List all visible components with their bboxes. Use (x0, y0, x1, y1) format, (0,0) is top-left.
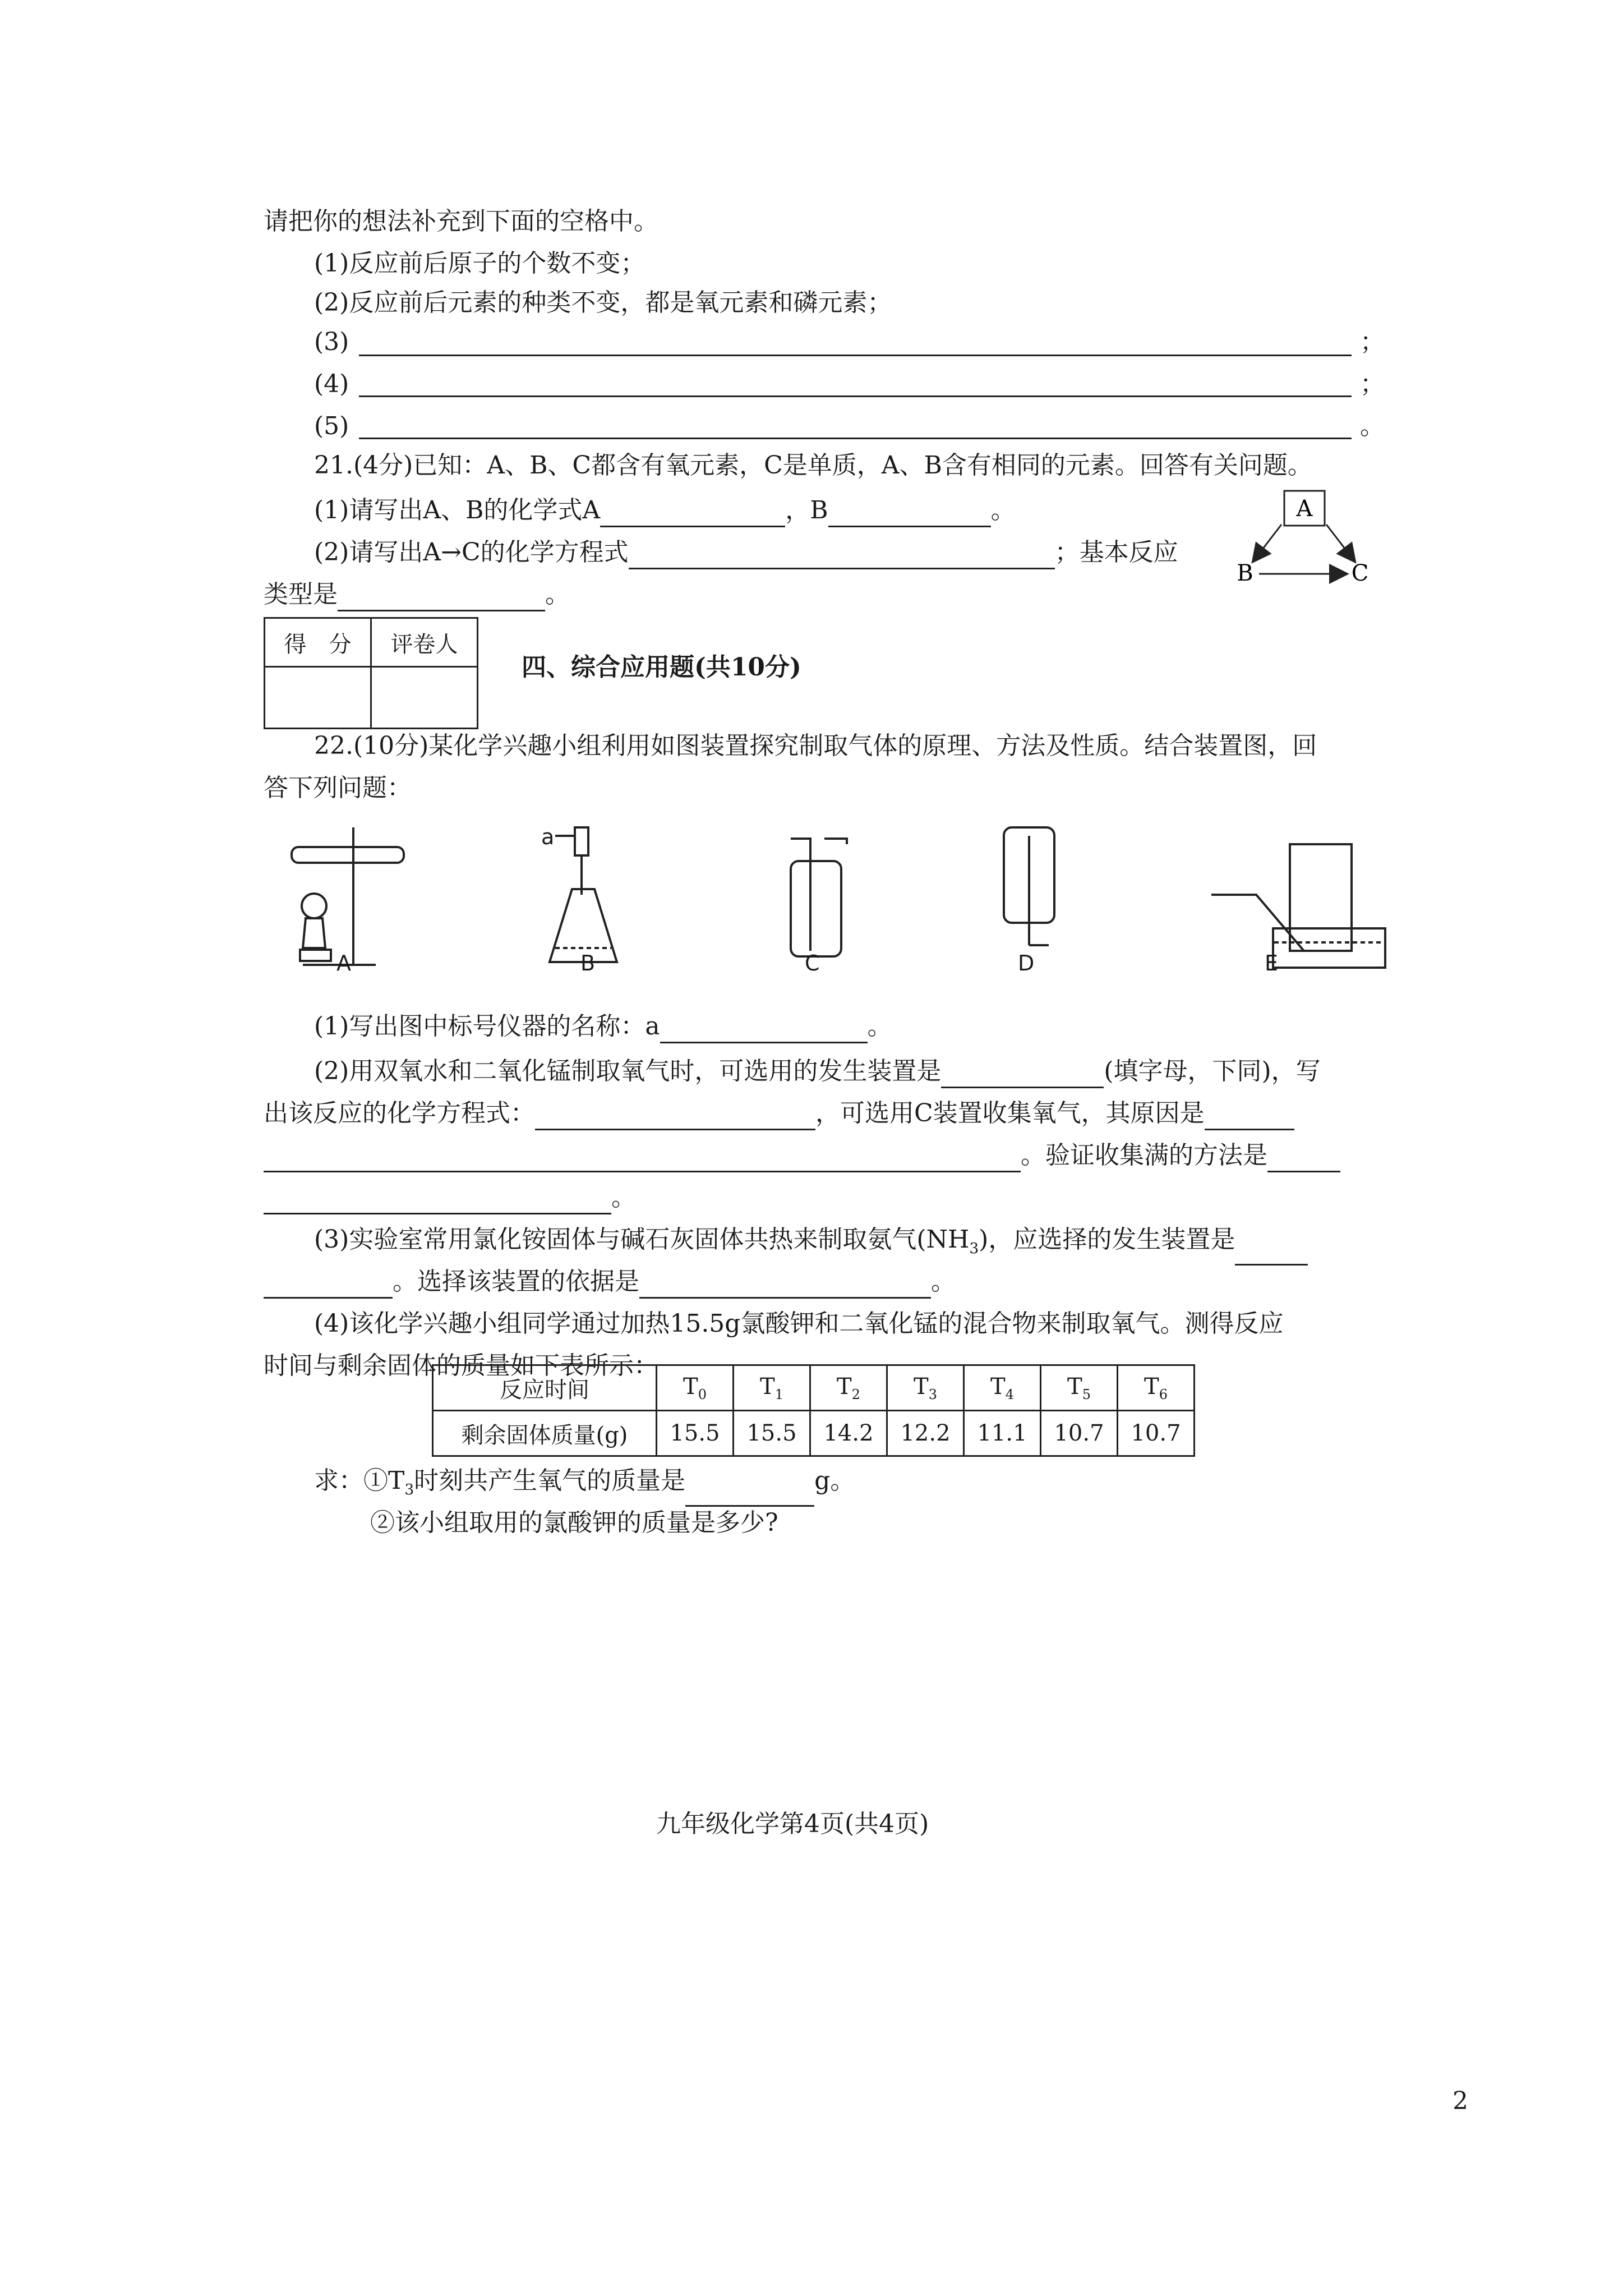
q22-ask-2: ②该小组取用的氯酸钾的质量是多少? (370, 1508, 778, 1537)
table-mass-6: 10.7 (1118, 1411, 1195, 1456)
score-label: 得 分 (265, 618, 371, 667)
q22-verify-blank-1[interactable] (1267, 1144, 1340, 1172)
q21-p1-end: 。 (990, 496, 1016, 524)
q22-p1-pre: (1)写出图中标号仪器的名称：a (314, 1012, 660, 1041)
page-footer: 九年级化学第4页(共4页) (656, 1810, 929, 1838)
apparatus-e-icon (1211, 844, 1385, 968)
table-time-1: $T_1$ (734, 1365, 810, 1411)
table-time-4: $T_4$ (964, 1365, 1041, 1411)
q22-part2-line4 (264, 1181, 636, 1214)
q21-node-b: B (1237, 560, 1253, 586)
q22-ask-1 (314, 1464, 855, 1507)
apparatus-d-icon (1004, 827, 1054, 945)
q22-ask1-mid: 时刻共产生氧气的质量是 (414, 1466, 686, 1495)
q22-equation-blank[interactable] (535, 1102, 815, 1130)
grader-label: 评卷人 (371, 618, 478, 667)
q22-p1-end: 。 (867, 1012, 892, 1041)
q22-p3-l2-mid: 。选择该装置的依据是 (393, 1267, 639, 1296)
table-head-time: 反应时间 (433, 1365, 657, 1411)
answer-1: (1)反应前后原子的个数不变； (314, 249, 645, 278)
q22-part4-line1: (4)该化学兴趣小组同学通过加热15.5g氯酸钾和二氧化锰的混合物来制取氧气。测得反应 (314, 1309, 1284, 1338)
q22-part3-line2 (264, 1265, 956, 1299)
q22-part2 (314, 1055, 1321, 1088)
table-time-3: $T_3$ (887, 1365, 964, 1411)
score-box (264, 617, 478, 729)
answer-4-end: ； (1360, 370, 1385, 398)
q22-p3-sub: 3 (969, 1239, 979, 1257)
table-head-mass: 剩余固体质量(g) (433, 1411, 657, 1456)
answer-2: (2)反应前后元素的种类不变，都是氧元素和磷元素； (314, 288, 892, 317)
table-mass-2: 14.2 (810, 1411, 887, 1456)
page-number: 2 (1453, 2087, 1468, 2115)
q21-node-a: A (1296, 496, 1313, 522)
answer-4-label: (4) (314, 370, 349, 398)
q22-apparatus-figure (269, 822, 1402, 973)
q21-part2-cont (264, 578, 570, 611)
q21-p1-pre: (1)请写出A、B的化学式A (314, 496, 601, 524)
intro-text: 请把你的想法补充到下面的空格中。 (264, 207, 658, 236)
q21-part1 (314, 494, 1016, 527)
q22-p2-l4-end: 。 (611, 1183, 636, 1212)
q22-p2-pre: (2)用双氧水和二氧化锰制取氧气时，可选用的发生装置是 (314, 1057, 942, 1085)
q21-node-c: C (1351, 560, 1369, 586)
apparatus-d-label: D (1018, 951, 1035, 976)
table-mass-3: 12.2 (887, 1411, 964, 1456)
q22-p3-pre: (3)实验室常用氯化铵固体与碱石灰固体共热来制取氨气(NH (314, 1225, 970, 1254)
answer-3-end: ； (1360, 328, 1385, 356)
answer-5-label: (5) (314, 412, 349, 440)
apparatus-c-icon (791, 839, 847, 956)
q21-part2 (314, 536, 1178, 569)
q22-ask1-sub: 3 (404, 1480, 414, 1498)
q22-generator-blank[interactable] (941, 1060, 1104, 1088)
q21-p2-cont-end: 。 (545, 580, 570, 609)
apparatus-b-label: B (580, 951, 596, 976)
q21-formula-b-blank[interactable] (828, 499, 991, 527)
q22-oxygen-mass-blank[interactable] (685, 1478, 814, 1507)
q22-p3-post: )，应选择的发生装置是 (979, 1225, 1235, 1254)
q21-formula-a-blank[interactable] (600, 499, 785, 527)
table-row-time (433, 1365, 1195, 1411)
table-mass-5: 10.7 (1041, 1411, 1118, 1456)
q22-stem-2: 答下列问题： (264, 774, 412, 802)
q22-instrument-blank[interactable] (660, 1015, 868, 1043)
q22-p2-l2-pre: 出该反应的化学方程式： (264, 1099, 535, 1128)
reaction-data-table (432, 1364, 1195, 1457)
grader-cell[interactable] (371, 667, 478, 729)
apparatus-a-label: A (336, 951, 351, 976)
q22-part3 (314, 1223, 1308, 1266)
q21-relation-diagram (1228, 482, 1374, 595)
q22-ask1-end: g。 (814, 1466, 855, 1495)
q22-ask1-pre: 求：①T (314, 1466, 405, 1495)
answer-4-blank[interactable] (359, 395, 1352, 397)
apparatus-b-icon (550, 827, 617, 962)
q22-p3-l2-end: 。 (931, 1267, 956, 1296)
q22-part4-line2: 时间与剩余固体的质量如下表所示： (264, 1351, 658, 1380)
table-time-0: $T_0$ (657, 1365, 734, 1411)
answer-3-label: (3) (314, 328, 349, 356)
q22-p2-l3-end: 。验证收集满的方法是 (1021, 1141, 1267, 1170)
q21-p2-end: ；基本反应 (1054, 538, 1178, 567)
table-mass-0: 15.5 (657, 1411, 734, 1456)
q22-ammonia-generator-blank-1[interactable] (1235, 1237, 1308, 1266)
section-4-title: 四、综合应用题(共10分) (522, 653, 801, 682)
q22-p2-mid: (填字母，下同)，写 (1104, 1057, 1321, 1085)
q22-stem-1: 22.(10分)某化学兴趣小组利用如图装置探究制取气体的原理、方法及性质。结合装置图，回 (314, 731, 1317, 760)
q22-reason-blank-1[interactable] (1205, 1102, 1294, 1130)
q22-ammonia-generator-blank-2[interactable] (264, 1270, 393, 1299)
table-time-2: $T_2$ (810, 1365, 887, 1411)
q22-part2-line3 (264, 1139, 1340, 1172)
table-time-5: $T_5$ (1041, 1365, 1118, 1411)
q21-stem: 21.(4分)已知：A、B、C都含有氧元素，C是单质，A、B含有相同的元素。回答有关问题。 (314, 451, 1312, 480)
apparatus-a-icon (292, 827, 404, 965)
q22-basis-blank[interactable] (639, 1270, 931, 1299)
q22-reason-blank-2[interactable] (264, 1144, 1021, 1172)
answer-5-blank[interactable] (359, 438, 1352, 439)
q22-part2-line2 (264, 1097, 1294, 1130)
q21-reaction-type-blank[interactable] (338, 583, 545, 611)
table-mass-4: 11.1 (964, 1411, 1041, 1456)
q21-equation-blank[interactable] (629, 541, 1055, 569)
apparatus-c-label: C (805, 951, 820, 976)
q22-part1 (314, 1010, 892, 1043)
answer-3-blank[interactable] (359, 355, 1352, 356)
q22-p2-l2-mid: ，可选用C装置收集氧气，其原因是 (815, 1099, 1205, 1128)
q21-arrow-a-c (1326, 524, 1354, 561)
table-mass-1: 15.5 (734, 1411, 810, 1456)
score-cell[interactable] (265, 667, 371, 729)
q21-arrow-a-b (1253, 524, 1281, 561)
table-row-mass (433, 1411, 1195, 1456)
q21-p2-pre: (2)请写出A→C的化学方程式 (314, 538, 629, 567)
q21-p2-cont: 类型是 (264, 580, 338, 609)
marker-a-label: a (541, 825, 555, 849)
apparatus-e-label: E (1265, 951, 1279, 976)
table-time-6: $T_6$ (1118, 1365, 1195, 1411)
answer-5-end: 。 (1360, 412, 1385, 440)
q22-verify-blank-2[interactable] (264, 1186, 611, 1214)
q21-p1-mid: ，B (785, 496, 828, 524)
